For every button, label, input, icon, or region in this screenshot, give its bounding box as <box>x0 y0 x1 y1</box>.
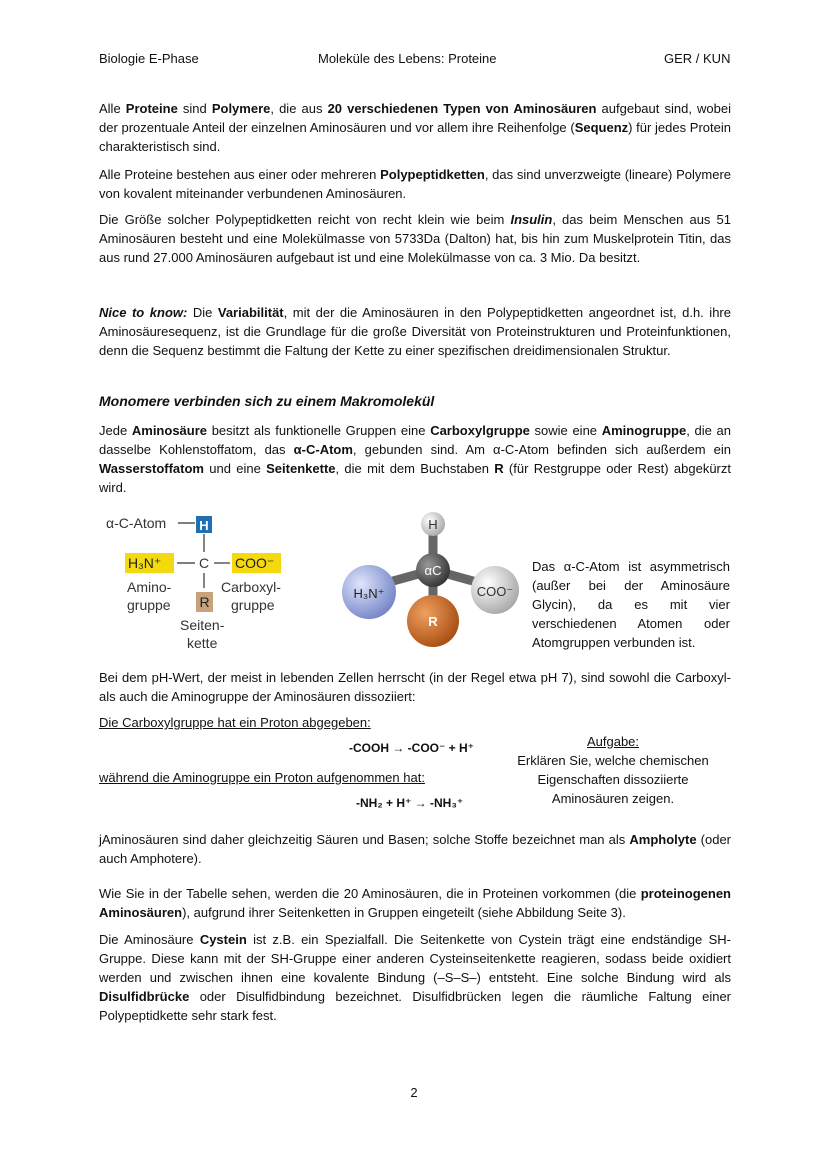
amino-ball-label: H₃N⁺ <box>353 586 385 601</box>
amino-group-symbol: H₃N⁺ <box>128 555 162 571</box>
paragraph-size: Die Größe solcher Polypeptidketten reicht von recht klein wie beim Insulin, das beim Menschen aus 51 Aminosäuren besteht und eine Molekülmasse von 5733Da (Dalton) hat, bis hin zum Muskelprotein Titin, das aus rund 27.000 Aminosäuren aufgebaut ist und eine Molekülmasse von ca. 3 Mio. Da besitzt. <box>99 212 731 265</box>
paragraph-nice-to-know: Nice to know: Die Variabilität, mit der die Aminosäuren in den Polypeptidketten angeordnet ist, d.h. ihre Aminosäuresequenz, ist die Grundlage für die große Diversität von Proteinstrukturen und Proteinfunktionen, denn die Sequenz bestimmt die Faltung der Kette zu einer spezifischen dreidimensionalen Struktur. <box>99 305 731 358</box>
carbon-symbol: C <box>198 555 210 571</box>
hydrogen-ball-label: H <box>428 517 438 532</box>
carboxyl-ball-label: COO⁻ <box>476 584 514 599</box>
figure-caption: Das α-C-Atom ist asymmetrisch (außer bei der Aminosäure Glycin), da es mit vier verschiedenen Atomen oder Atomgruppen verbunden ist. <box>532 559 730 650</box>
header-title: Moleküle des Lebens: Proteine <box>318 51 497 66</box>
equation-carboxyl: -COOH → -COO⁻ + H⁺ <box>349 741 475 755</box>
paragraph-polypeptides: Alle Proteine bestehen aus einer oder mehreren Polypeptidketten, das sind unverzweigte (lineare) Polymere von kovalent miteinander verbundenen Aminosäuren. <box>99 167 731 201</box>
paragraph-proteinogenic: Wie Sie in der Tabelle sehen, werden die 20 Aminosäuren, die in Proteinen vorkommen (die proteinogenen Aminosäuren), aufgrund ihrer Seitenketten in Gruppen eingeteilt (siehe Abbildung Seite 3). <box>99 886 731 920</box>
header-authors: GER / KUN <box>664 51 731 66</box>
page-number: 2 <box>410 1085 418 1100</box>
amino-label-2: gruppe <box>127 597 171 613</box>
carboxyl-label-2: gruppe <box>231 597 275 613</box>
carboxyl-group-symbol: COO⁻ <box>235 555 275 571</box>
paragraph-cysteine: Die Aminosäure Cystein ist z.B. ein Spezialfall. Die Seitenkette von Cystein trägt eine endständige SH-Gruppe. Diese kann mit der SH-Gruppe einer anderen Cysteinseitenkette reagieren, sodass beide oxidiert werden und zwischen ihnen eine kovalente Bindung (–S–S–) entsteht. Eine solche Bindung wird als Disulfidbrücke oder Disulfidbindung bezeichnet. Disulfidbrücken legen die räumliche Faltung einer Polypeptidkette sehr stark fest. <box>99 932 731 1023</box>
alpha-carbon-ball-label: αC <box>424 563 442 578</box>
task-text: Erklären Sie, welche chemischen Eigenschaften dissoziierte Aminosäuren zeigen. <box>517 753 709 806</box>
amino-acid-figure <box>99 508 529 658</box>
carboxyl-label-1: Carboxyl- <box>221 579 281 595</box>
section-heading: Monomere verbinden sich zu einem Makromolekül <box>99 393 435 409</box>
paragraph-amino-acid: Jede Aminosäure besitzt als funktionelle Gruppen eine Carboxylgruppe sowie eine Aminogruppe, die an dasselbe Kohlenstoffatom, das α-C-Atom, gebunden sind. Am α-C-Atom befinden sich außerdem ein Wasserstoffatom und eine Seitenkette, die mit dem Buchstaben R (für Restgruppe oder Rest) abgekürzt wird. <box>99 423 731 495</box>
alpha-c-label: α-C-Atom <box>106 515 167 531</box>
paragraph-ph: Bei dem pH-Wert, der meist in lebenden Zellen herrscht (in der Regel etwa pH 7), sind sowohl die Carboxyl- als auch die Aminogruppe der Aminosäuren dissoziiert: <box>99 670 731 704</box>
side-chain-symbol: R <box>199 594 210 610</box>
header-subject: Biologie E-Phase <box>99 51 199 66</box>
task-box <box>508 732 718 808</box>
equation-amino: -NH₂ + H⁺ → -NH₃⁺ <box>356 796 464 810</box>
amino-label-1: Amino- <box>127 579 172 595</box>
carboxyl-statement: Die Carboxylgruppe hat ein Proton abgegeben: <box>99 715 371 730</box>
task-title: Aufgabe: <box>586 734 640 749</box>
paragraph-proteins: Alle Proteine sind Polymere, die aus 20 verschiedenen Typen von Aminosäuren aufgebaut sind, wobei der prozentuale Anteil der einzelnen Aminosäuren und vor allem ihre Reihenfolge (Sequenz) für jedes Protein charakteristisch sind. <box>99 101 732 154</box>
paragraph-ampholyte: jAminosäuren sind daher gleichzeitig Säuren und Basen; solche Stoffe bezeichnet man als Ampholyte (oder auch Amphotere). <box>99 832 732 866</box>
side-chain-label-2: kette <box>187 635 218 651</box>
side-chain-ball-label: R <box>428 614 438 629</box>
amino-statement: während die Aminogruppe ein Proton aufgenommen hat: <box>99 770 425 785</box>
hydrogen-symbol: H <box>199 518 209 533</box>
side-chain-label-1: Seiten- <box>180 617 225 633</box>
